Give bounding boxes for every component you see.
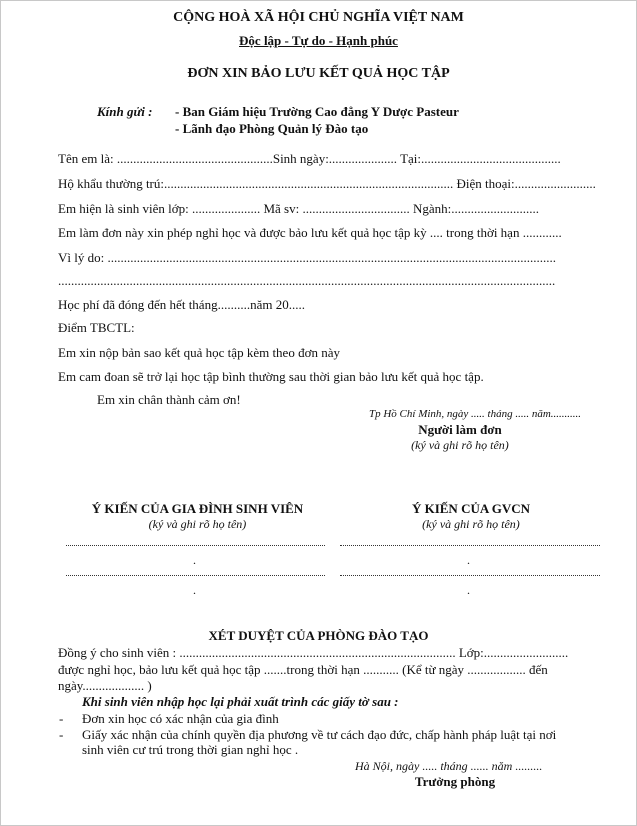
- reason-line: Vì lý do: ..........................................................................................................................................: [58, 250, 556, 265]
- class-line: Em hiện là sinh viên lớp: ..................... Mã sv: ................................. Ngành:...........................: [58, 201, 539, 216]
- family-dot-2: .: [193, 583, 196, 597]
- address-line: Hộ khẩu thường trú:......................................................................................... Điện thoại:.........................: [58, 176, 596, 191]
- document-title: ĐƠN XIN BẢO LƯU KẾT QUẢ HỌC TẬP: [187, 66, 450, 81]
- attachment-line: Em xin nộp bản sao kết quả học tập kèm theo đơn này: [58, 345, 340, 360]
- approval-title: XÉT DUYỆT CỦA PHÒNG ĐÀO TẠO: [208, 628, 429, 643]
- signature-role: Người làm đơn: [418, 422, 502, 437]
- family-opinion-title: Ý KIẾN CỦA GIA ĐÌNH SINH VIÊN: [91, 501, 304, 516]
- country-title: CỘNG HOÀ XÃ HỘI CHỦ NGHĨA VIỆT NAM: [173, 10, 464, 25]
- family-opinion-line-1: [66, 545, 325, 546]
- gvcn-opinion-title: Ý KIẾN CỦA GVCN: [411, 501, 531, 516]
- gpa-line: Điểm TBCTL:: [58, 320, 135, 335]
- gvcn-dot-2: .: [467, 583, 470, 597]
- approval-date: Hà Nội, ngày ..... tháng ...... năm .........: [355, 759, 543, 773]
- signature-note: (ký và ghi rõ họ tên): [411, 438, 509, 452]
- motto: Độc lập - Tự do - Hạnh phúc: [239, 33, 398, 48]
- bullet-1: -: [59, 711, 64, 726]
- approval-line-2: được nghỉ học, bảo lưu kết quả học tập .......trong thời hạn ........... (Kể từ ngày .................. đến: [58, 662, 548, 677]
- request-line: Em làm đơn này xin phép nghỉ học và được bảo lưu kết quả học tập kỳ .... trong thời hạn ............: [58, 225, 562, 240]
- required-doc-2-cont: sinh viên cư trú trong thời gian nghỉ học .: [82, 742, 299, 757]
- recipient-line-2: - Lãnh đạo Phòng Quản lý Đào tạo: [175, 121, 369, 136]
- commitment-line: Em cam đoan sẽ trở lại học tập bình thường sau thời gian bảo lưu kết quả học tập.: [58, 369, 484, 384]
- gvcn-opinion-line-1: [340, 545, 600, 546]
- reenroll-notice: Khi sinh viên nhập học lại phải xuất trình các giấy tờ sau :: [82, 694, 399, 709]
- family-opinion-line-2: [66, 575, 325, 576]
- name-line: Tên em là: ................................................Sinh ngày:..................... Tại:...........................................: [58, 151, 561, 166]
- approval-line-1: Đồng ý cho sinh viên : ..................................................................................... Lớp:..........................: [58, 645, 569, 660]
- required-doc-1: Đơn xin học có xác nhận của gia đình: [82, 711, 279, 726]
- family-dot-1: .: [193, 553, 196, 567]
- bullet-2: -: [59, 727, 64, 742]
- reason-line-2: .........................................................................................................................................................: [58, 273, 556, 288]
- family-opinion-note: (ký và ghi rõ họ tên): [148, 517, 247, 531]
- gvcn-opinion-note: (ký và ghi rõ họ tên): [422, 517, 520, 531]
- approval-role: Trưởng phòng: [414, 774, 496, 789]
- required-doc-2: Giấy xác nhận của chính quyền địa phương về tư cách đạo đức, chấp hành pháp luật tại nơi: [82, 727, 557, 742]
- gvcn-opinion-line-2: [340, 575, 600, 576]
- recipient-line-1: - Ban Giám hiệu Trường Cao đẳng Y Dược Pasteur: [175, 104, 459, 119]
- thanks-line: Em xin chân thành cảm ơn!: [97, 392, 241, 407]
- signature-date: Tp Hồ Chí Minh, ngày ..... tháng ..... năm...........: [369, 408, 582, 420]
- recipient-label: Kính gửi :: [97, 104, 153, 119]
- tuition-line: Học phí đã đóng đến hết tháng..........năm 20.....: [58, 297, 305, 312]
- approval-line-3: ngày................... ): [58, 678, 152, 693]
- gvcn-dot-1: .: [467, 553, 470, 567]
